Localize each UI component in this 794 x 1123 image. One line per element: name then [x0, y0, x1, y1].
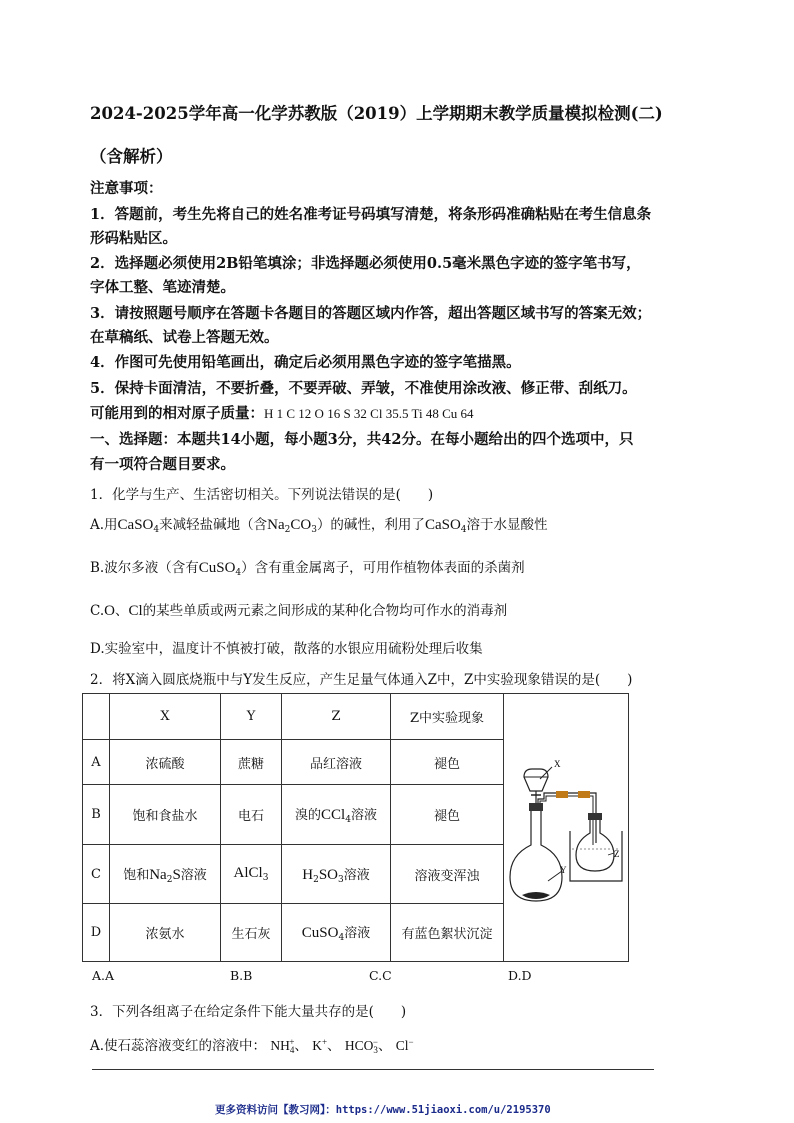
table-header-cell: Z [282, 694, 391, 740]
cell-y: 蔗糖 [221, 740, 282, 785]
notice-1-line2: 形码粘贴区。 [90, 230, 177, 247]
table-header-cell: Z中实验现象 [391, 694, 504, 740]
section1-line2: 有一项符合题目要求。 [90, 456, 235, 473]
cell-z-sub: 4 [345, 815, 351, 825]
row-label: B [83, 785, 110, 845]
cell-x-text2: 溶液 [180, 867, 207, 883]
q1-b-text: B.波尔多液（含有 [90, 560, 199, 576]
q1-b-text2: ）含有重金属离子，可用作植物体表面的杀菌剂 [241, 560, 525, 576]
q1-b-formula: CuSO [198, 560, 236, 576]
cell-y-formula: AlCl [233, 865, 263, 881]
q1-c-formula2: Cl [128, 603, 143, 619]
q1-c-text2: 的某些单质或两元素之间形成的某种化合物均可作水的消毒剂 [142, 603, 508, 619]
q1-c-text: C. [90, 603, 105, 619]
cell-z-text2: 溶液 [350, 808, 377, 823]
cell-y [221, 845, 282, 904]
cell-z-text: 溴的 [295, 808, 322, 823]
table-header-cell [83, 694, 110, 740]
q3-option-a: A.使石蕊溶液变红的溶液中： $NH_4^+$、 K+、 $HCO_3^-$、 Cl− [90, 1037, 414, 1055]
q1-b-sub: 4 [235, 568, 242, 578]
divider-line [92, 1069, 654, 1070]
atomic-mass-values: H 1 C 12 O 16 S 32 Cl 35.5 Ti 48 Cu 64 [264, 406, 474, 421]
cell-y-sub: 3 [262, 873, 269, 883]
row-label: A [83, 740, 110, 785]
cell-x: 浓硫酸 [110, 740, 221, 785]
notice-1-line1: 1．答题前，考生先将自己的姓名准考证号码填写清楚，将条形码准确粘贴在考生信息条 [90, 206, 652, 223]
q1-option-b [90, 556, 525, 578]
notice-4: 4．作图可先使用铅笔画出，确定后必须用黑色字迹的签字笔描黑。 [90, 354, 521, 371]
notice-3-line1: 3．请按照题号顺序在答题卡各题目的答题区域内作答，超出答题区域书写的答案无效； [90, 305, 652, 322]
cell-phenomenon: 有蓝色絮状沉淀 [391, 904, 504, 962]
cell-z-text: 溶液 [343, 867, 370, 883]
q1-stem: 1．化学与生产、生活密切相关。下列说法错误的是( ) [90, 487, 434, 503]
cell-z [282, 845, 391, 904]
cell-x: 饱和食盐水 [110, 785, 221, 845]
cell-x: 浓氨水 [110, 904, 221, 962]
page-title: 2024-2025学年高一化学苏教版（2019）上学期期末教学质量模拟检测(二) [90, 104, 663, 123]
q1-a-formula4: CaSO [424, 517, 461, 533]
q1-a-sub4: 4 [460, 525, 467, 535]
atomic-mass-line [90, 402, 474, 423]
cell-x [110, 845, 221, 904]
apparatus-diagram [504, 695, 628, 960]
ion-nh4: $NH_4^+$ [270, 1037, 295, 1055]
q2-option-c: C.C [369, 968, 392, 983]
atomic-mass-label: 可能用到的相对原子质量： [90, 405, 264, 422]
page-subtitle: （含解析） [90, 147, 173, 166]
ion-cl: Cl− [395, 1037, 414, 1053]
cell-z-sub: 4 [338, 933, 345, 943]
ion-k: K+ [312, 1037, 328, 1053]
q3-a-text: A.使石蕊溶液变红的溶液中： [90, 1038, 267, 1054]
label-y: Y [560, 865, 567, 875]
apparatus-cell [504, 694, 629, 962]
cell-z-sub2: 3 [338, 874, 344, 885]
q2-table [82, 693, 629, 962]
cell-x-sub: 2 [166, 874, 173, 885]
row-label: C [83, 845, 110, 904]
cell-z: 品红溶液 [282, 740, 391, 785]
q1-a-text2: 来减轻盐碱地（含 [159, 517, 268, 533]
q1-option-c [90, 599, 507, 620]
cell-x-formula2: S [172, 866, 181, 883]
cell-z [282, 785, 391, 845]
q1-c-sep: 、 [114, 603, 129, 619]
label-z: Z [614, 849, 620, 859]
q1-option-d: D.实验室中，温度计不慎被打破，散落的水银应用硫粉处理后收集 [90, 641, 483, 657]
cell-z-formula: H [302, 866, 314, 883]
q1-a-text: A.用 [90, 517, 118, 533]
q2-option-d: D.D [508, 968, 532, 983]
q2-option-b: B.B [230, 968, 253, 983]
cell-z-sub: 2 [313, 874, 319, 885]
cell-phenomenon: 褪色 [391, 740, 504, 785]
cell-phenomenon: 褪色 [391, 785, 504, 845]
table-header-cell: X [110, 694, 221, 740]
cell-x-text: 饱和 [123, 867, 150, 883]
ion-hco3: $HCO_3^-$ [344, 1037, 378, 1055]
q2-stem: 2．将X滴入圆底烧瓶中与Y发生反应，产生足量气体通入Z中，Z中实验现象错误的是( ) [90, 672, 633, 688]
notice-2-line2: 字体工整、笔迹清楚。 [90, 279, 235, 296]
q1-a-formula2: Na [267, 517, 285, 533]
cell-z [282, 904, 391, 962]
cell-z-text: 溶液 [344, 926, 371, 941]
q1-a-formula3: CO [290, 517, 312, 533]
table-header-row [83, 694, 629, 740]
footer-link[interactable]: 更多资料访问【教习网】：https://www.51jiaoxi.com/u/2195370 [215, 1104, 551, 1116]
cell-phenomenon: 溶液变浑浊 [391, 845, 504, 904]
cell-z-formula: CCl [321, 807, 346, 823]
cell-z-formula2: SO [318, 866, 338, 883]
cell-z-formula: CuSO [301, 925, 339, 941]
cell-y: 电石 [221, 785, 282, 845]
section1-line1: 一、选择题：本题共14小题，每小题3分，共42分。在每小题给出的四个选项中，只 [90, 431, 634, 448]
q1-c-formula: O [104, 603, 115, 619]
notice-5: 5．保持卡面清洁，不要折叠，不要弄破、弄皱，不准使用涂改液、修正带、刮纸刀。 [90, 380, 637, 397]
notice-3-line2: 在草稿纸、试卷上答题无效。 [90, 329, 279, 346]
q1-a-text4: 溶于水显酸性 [466, 517, 548, 533]
row-label: D [83, 904, 110, 962]
notice-heading: 注意事项： [90, 180, 163, 197]
q1-a-sub2: 2 [284, 525, 291, 535]
q1-a-formula: CaSO [117, 517, 154, 533]
label-x: X [554, 759, 561, 769]
table-header-cell: Y [221, 694, 282, 740]
q1-a-sub: 4 [153, 525, 160, 535]
cell-x-formula: Na [149, 866, 167, 883]
q1-a-text3: ）的碱性，利用了 [316, 517, 425, 533]
notice-2-line1: 2．选择题必须使用2B铅笔填涂；非选择题必须使用0.5毫米黑色字迹的签字笔书写， [90, 255, 641, 272]
q3-stem: 3．下列各组离子在给定条件下能大量共存的是( ) [90, 1004, 407, 1020]
q1-option-a [90, 513, 548, 535]
q1-a-sub3: 3 [311, 525, 317, 535]
q2-option-a: A.A [92, 968, 115, 983]
cell-y: 生石灰 [221, 904, 282, 962]
